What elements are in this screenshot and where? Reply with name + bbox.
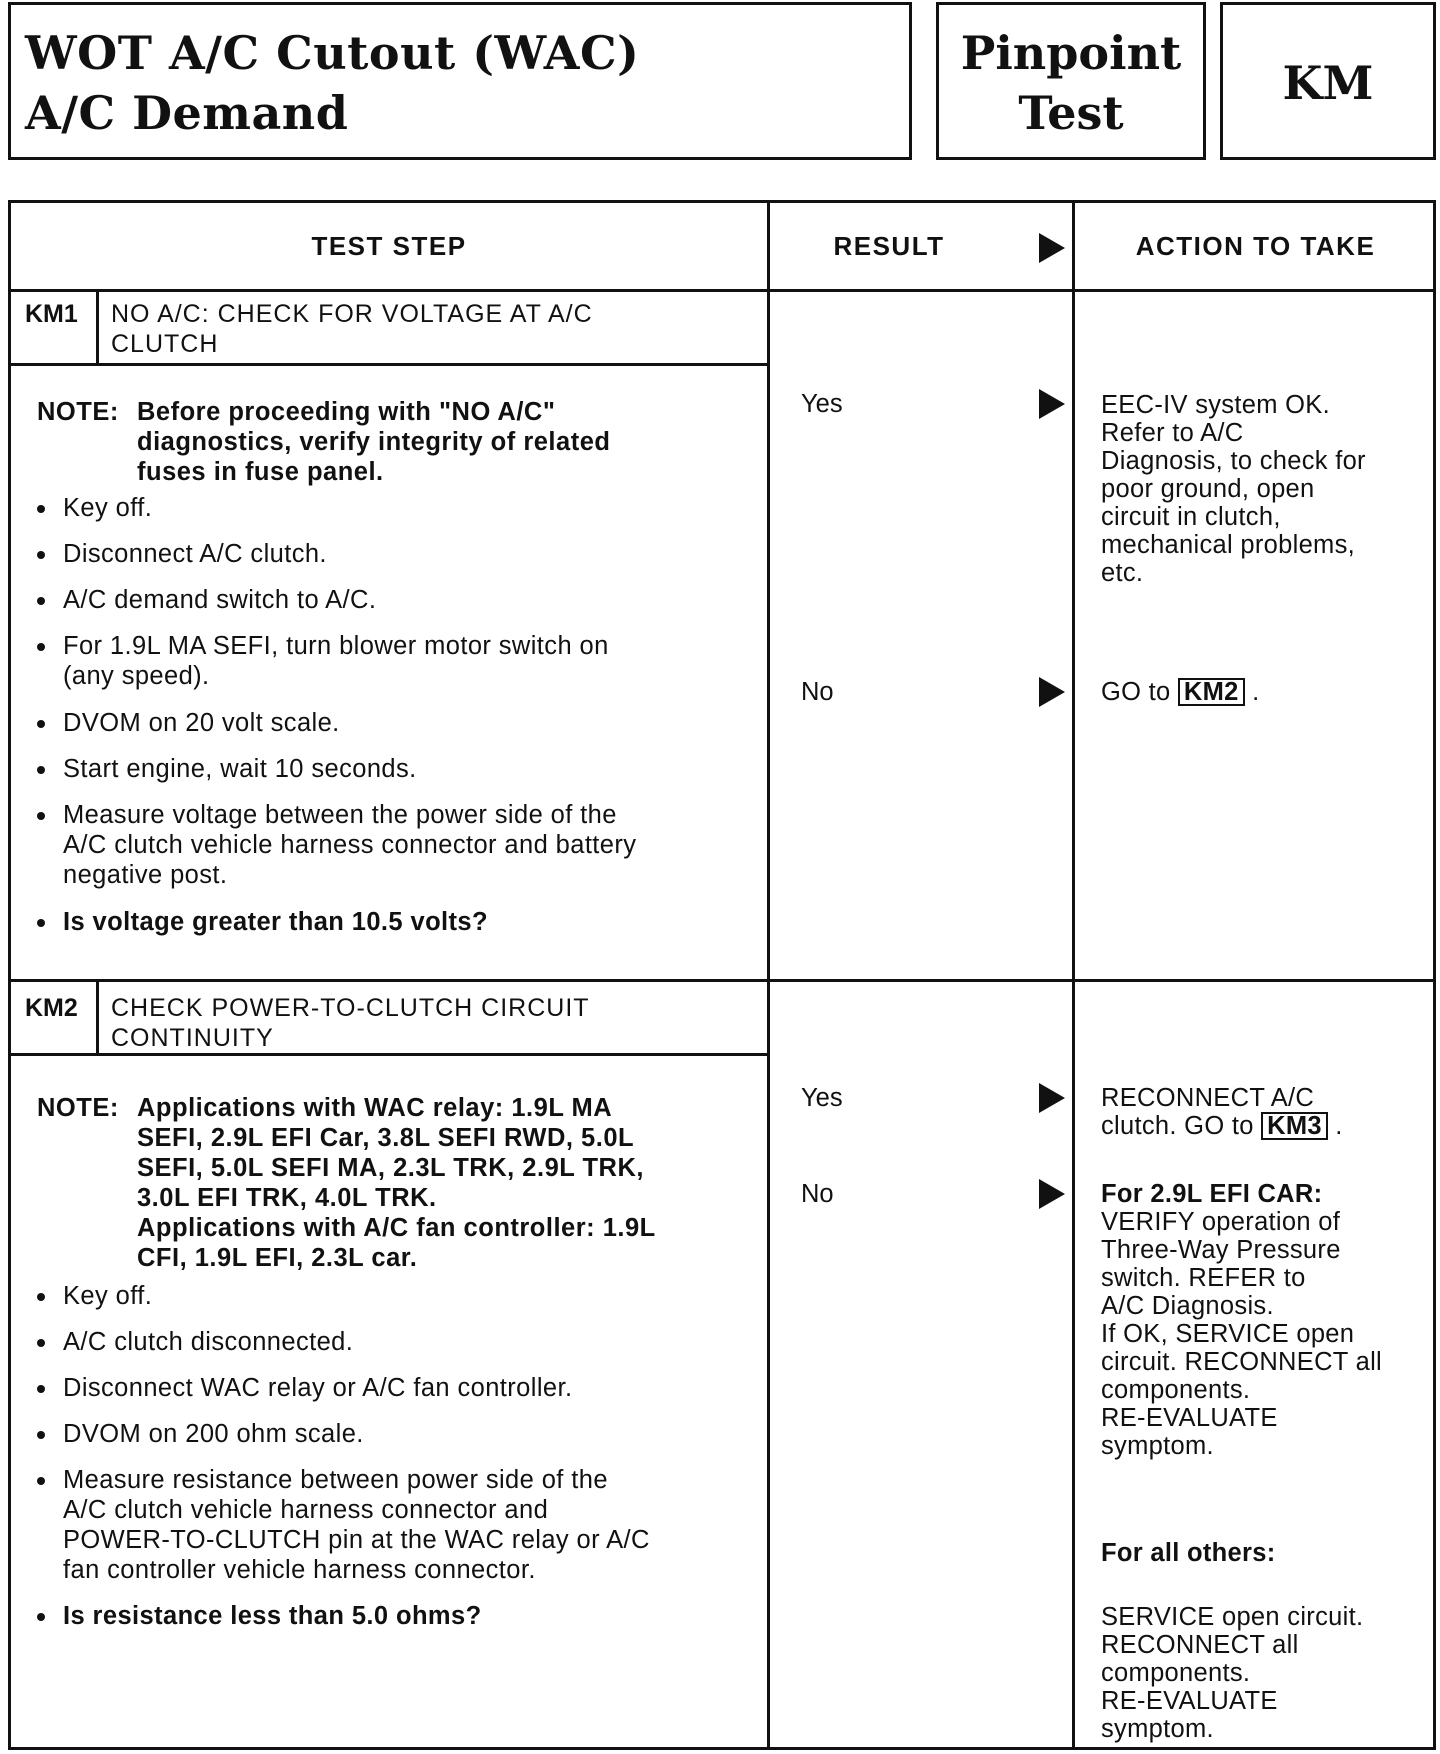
bullet-text: Key off. — [63, 1282, 153, 1310]
action-yes — [1101, 1084, 1431, 1140]
action-line: mechanical problems, — [1101, 531, 1356, 559]
note-line: Applications with WAC relay: 1.9L MA — [137, 1094, 613, 1122]
action-line: components. — [1101, 1659, 1251, 1687]
note-body — [137, 1093, 656, 1273]
note-label: NOTE: — [37, 1094, 119, 1122]
column-divider-result — [767, 203, 770, 1747]
action-line: If OK, SERVICE open — [1101, 1320, 1355, 1348]
pinpoint-label: Pinpoint — [960, 26, 1182, 80]
bullet-icon — [37, 1293, 45, 1301]
note-line: SEFI, 5.0L SEFI MA, 2.3L TRK, 2.9L TRK, — [137, 1154, 644, 1182]
bullet-icon — [37, 720, 45, 728]
test-code-box — [1220, 2, 1436, 160]
step-title-line1: CHECK POWER-TO-CLUTCH CIRCUIT — [111, 994, 590, 1022]
question-text: Is voltage greater than 10.5 volts? — [63, 908, 488, 936]
action-line: RECONNECT A/C — [1101, 1084, 1315, 1112]
action-text: . — [1335, 1112, 1343, 1140]
note-line: 3.0L EFI TRK, 4.0L TRK. — [137, 1184, 437, 1212]
header-test-step: TEST STEP — [311, 231, 467, 261]
bullet-icon — [37, 643, 45, 651]
others-heading: For all others: — [1101, 1539, 1276, 1567]
bullet-icon — [37, 1339, 45, 1347]
bullet-icon — [37, 1385, 45, 1393]
result-no: No — [801, 1180, 834, 1208]
result-arrow-icon — [1039, 1083, 1065, 1113]
bullet-icon — [37, 919, 45, 927]
note-line: SEFI, 2.9L EFI Car, 3.8L SEFI RWD, 5.0L — [137, 1124, 635, 1152]
note-line: fuses in fuse panel. — [137, 458, 384, 486]
bullet-text: fan controller vehicle harness connector. — [63, 1556, 536, 1584]
action-line — [1101, 1112, 1431, 1140]
bullet-text: Disconnect A/C clutch. — [63, 540, 327, 568]
bullet-text: Start engine, wait 10 seconds. — [63, 755, 417, 783]
action-no — [1101, 1180, 1435, 1460]
step-title-line1: NO A/C: CHECK FOR VOLTAGE AT A/C — [111, 300, 593, 328]
bullet-text: DVOM on 20 volt scale. — [63, 709, 340, 737]
bullet-text: A/C clutch vehicle harness connector and — [63, 1496, 549, 1524]
action-line: VERIFY operation of — [1101, 1208, 1341, 1236]
action-line: circuit in clutch, — [1101, 503, 1281, 531]
step-ref-km3[interactable]: KM3 — [1261, 1112, 1328, 1140]
note-body — [137, 397, 610, 487]
step-id-divider — [96, 289, 99, 363]
action-line: components. — [1101, 1376, 1251, 1404]
header-divider — [11, 289, 1433, 292]
action-text: GO to — [1101, 678, 1171, 706]
result-arrow-icon — [1039, 677, 1065, 707]
note-line: Applications with A/C fan controller: 1.9L — [137, 1214, 656, 1242]
test-code: KM — [1282, 56, 1374, 110]
bullet-text: A/C demand switch to A/C. — [63, 586, 377, 614]
result-arrow-icon — [1039, 1179, 1065, 1209]
pinpoint-test-box — [936, 2, 1206, 160]
result-yes: Yes — [801, 1084, 843, 1112]
note-label: NOTE: — [37, 398, 119, 426]
action-line: Refer to A/C — [1101, 419, 1244, 447]
page-title: WOT A/C Cutout (WAC) — [25, 26, 640, 80]
action-line: poor ground, open — [1101, 475, 1315, 503]
bullet-icon — [37, 505, 45, 513]
bullet-icon — [37, 551, 45, 559]
action-yes — [1101, 391, 1431, 587]
header-action: ACTION TO TAKE — [1135, 231, 1376, 261]
step-title-divider — [11, 1053, 767, 1056]
action-text: clutch. GO to — [1101, 1112, 1254, 1140]
bullet-icon — [37, 597, 45, 605]
step-divider — [11, 979, 1433, 982]
step-title-divider — [11, 363, 767, 366]
bullet-text: Key off. — [63, 494, 153, 522]
action-heading: For 2.9L EFI CAR: — [1101, 1180, 1323, 1208]
bullet-icon — [37, 766, 45, 774]
bullet-text: (any speed). — [63, 662, 210, 690]
bullet-text: DVOM on 200 ohm scale. — [63, 1420, 364, 1448]
step-ref-km2[interactable]: KM2 — [1178, 678, 1245, 706]
note-line: Before proceeding with "NO A/C" — [137, 398, 556, 426]
note-line: diagnostics, verify integrity of related — [137, 428, 611, 456]
bullet-icon — [37, 1613, 45, 1621]
action-line: EEC-IV system OK. — [1101, 391, 1330, 419]
step-title-line2: CONTINUITY — [111, 1024, 274, 1052]
page-subtitle: A/C Demand — [25, 86, 349, 140]
column-divider-action — [1072, 203, 1075, 1747]
action-line: SERVICE open circuit. — [1101, 1603, 1364, 1631]
step-id: KM1 — [25, 300, 78, 328]
bullet-text: A/C clutch vehicle harness connector and battery — [63, 831, 637, 859]
title-box — [8, 2, 912, 160]
result-no: No — [801, 678, 834, 706]
bullet-text: For 1.9L MA SEFI, turn blower motor switch on — [63, 632, 609, 660]
header-result: RESULT — [833, 231, 945, 261]
action-line: RE-EVALUATE — [1101, 1687, 1278, 1715]
action-line: A/C Diagnosis. — [1101, 1292, 1274, 1320]
action-no — [1101, 678, 1431, 706]
action-line: RECONNECT all — [1101, 1631, 1299, 1659]
bullet-text: Measure voltage between the power side of the — [63, 801, 617, 829]
header-arrow-icon — [1039, 233, 1065, 263]
action-line: symptom. — [1101, 1432, 1214, 1460]
action-line: Three-Way Pressure — [1101, 1236, 1341, 1264]
question-text: Is resistance less than 5.0 ohms? — [63, 1602, 482, 1630]
bullet-text: POWER-TO-CLUTCH pin at the WAC relay or A/C — [63, 1526, 650, 1554]
result-arrow-icon — [1039, 389, 1065, 419]
bullet-text: Measure resistance between power side of the — [63, 1466, 608, 1494]
bullet-icon — [37, 1477, 45, 1485]
bullet-icon — [37, 812, 45, 820]
bullet-text: A/C clutch disconnected. — [63, 1328, 354, 1356]
bullet-icon — [37, 1431, 45, 1439]
pinpoint-test-table — [8, 200, 1436, 1750]
action-text: . — [1252, 678, 1260, 706]
bullet-text: negative post. — [63, 861, 228, 889]
bullet-text: Disconnect WAC relay or A/C fan controller. — [63, 1374, 573, 1402]
action-line: RE-EVALUATE — [1101, 1404, 1278, 1432]
action-line: etc. — [1101, 559, 1144, 587]
action-line: switch. REFER to — [1101, 1264, 1306, 1292]
step-title-line2: CLUTCH — [111, 330, 219, 358]
action-line: circuit. RECONNECT all — [1101, 1348, 1382, 1376]
result-yes: Yes — [801, 390, 843, 418]
action-line: symptom. — [1101, 1715, 1214, 1743]
step-id: KM2 — [25, 994, 78, 1022]
step-id-divider — [96, 979, 99, 1053]
others-action — [1101, 1603, 1435, 1743]
note-line: CFI, 1.9L EFI, 2.3L car. — [137, 1244, 418, 1272]
test-label: Test — [1018, 86, 1124, 140]
action-line: Diagnosis, to check for — [1101, 447, 1366, 475]
